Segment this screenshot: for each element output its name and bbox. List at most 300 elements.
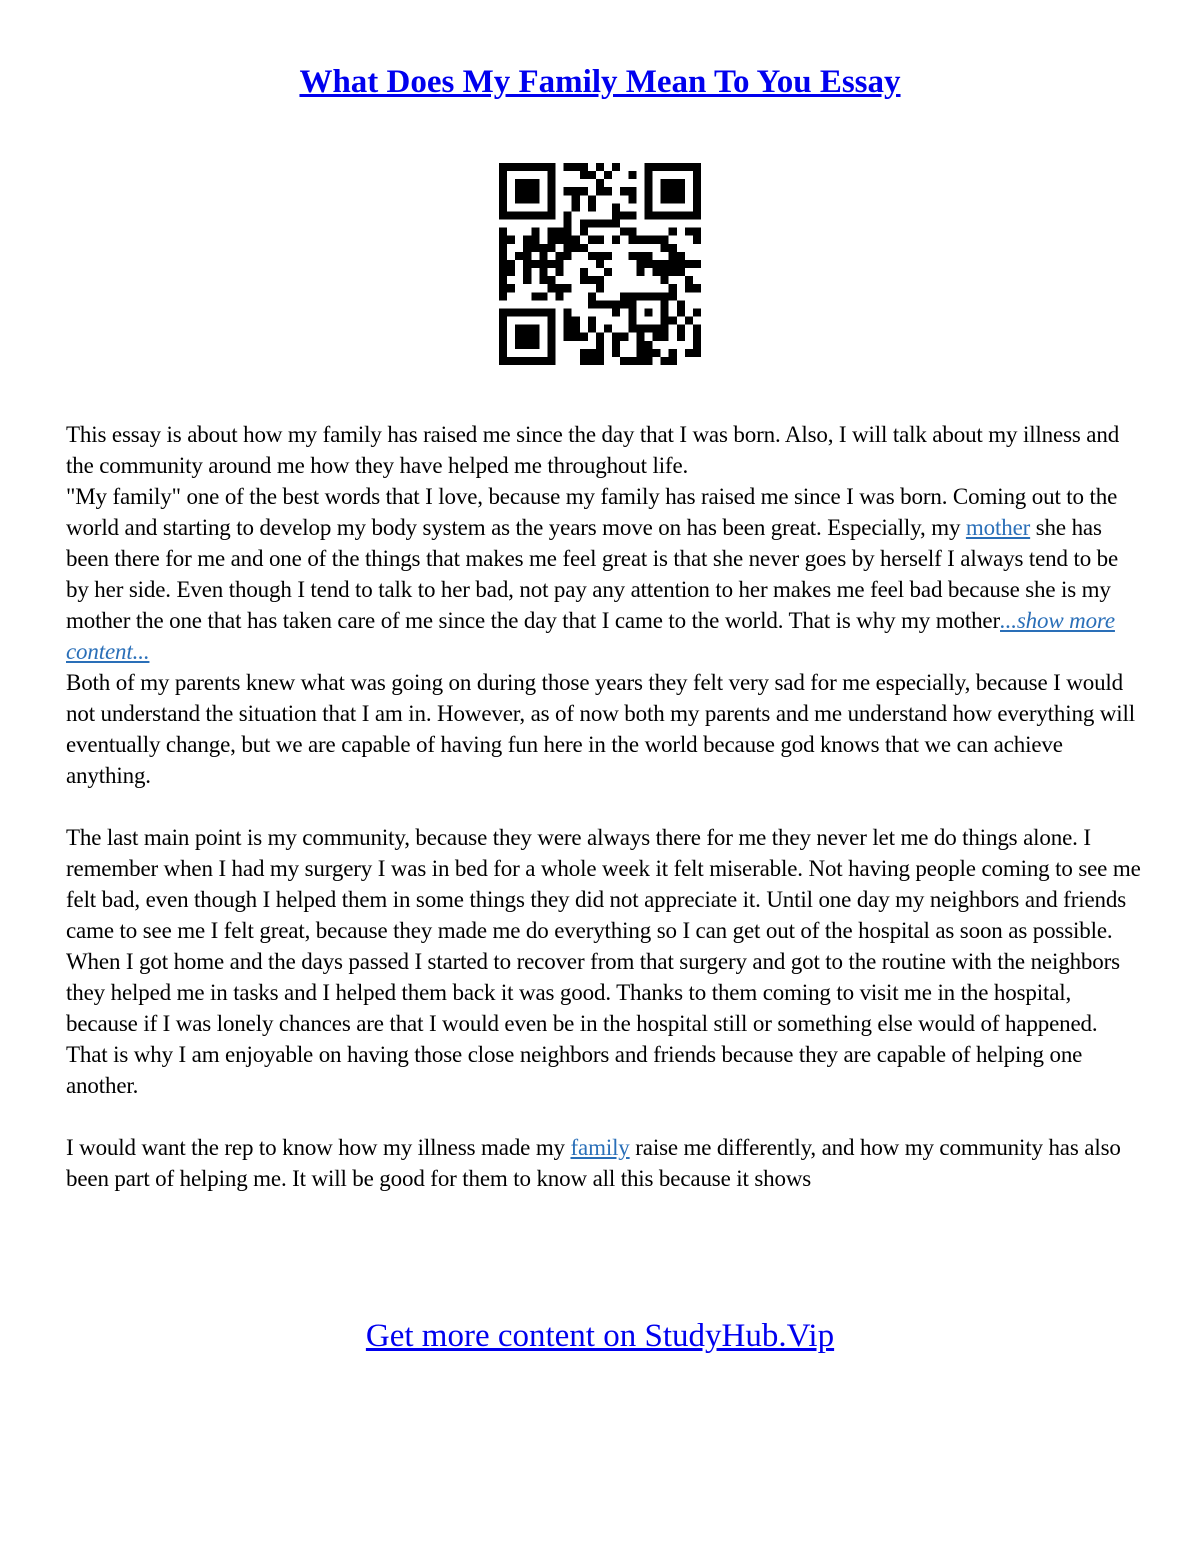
qr-module <box>564 163 572 171</box>
qr-module <box>580 244 588 252</box>
qr-module <box>596 252 604 260</box>
qr-module <box>644 163 652 171</box>
qr-module <box>523 260 531 268</box>
qr-module <box>515 308 523 316</box>
qr-module <box>596 163 604 171</box>
qr-module <box>693 163 701 171</box>
qr-module <box>644 292 652 300</box>
qr-module <box>661 163 669 171</box>
qr-module <box>580 171 588 179</box>
qr-module <box>515 195 523 203</box>
qr-module <box>531 195 539 203</box>
qr-module <box>669 228 677 236</box>
qr-module <box>572 325 580 333</box>
qr-module <box>661 333 669 341</box>
qr-module <box>596 284 604 292</box>
qr-module <box>499 179 507 187</box>
qr-module <box>669 252 677 260</box>
qr-module <box>612 349 620 357</box>
qr-module <box>628 292 636 300</box>
qr-module <box>677 163 685 171</box>
paragraph-family <box>66 481 1141 667</box>
qr-module <box>547 203 555 211</box>
qr-module <box>596 187 604 195</box>
qr-module <box>539 292 547 300</box>
qr-code-icon <box>499 163 701 365</box>
qr-module <box>661 211 669 219</box>
qr-module <box>564 220 572 228</box>
qr-module <box>693 179 701 187</box>
qr-module <box>499 211 507 219</box>
qr-module <box>507 163 515 171</box>
mother-link[interactable]: mother <box>965 515 1031 540</box>
qr-module <box>572 203 580 211</box>
qr-module <box>523 187 531 195</box>
qr-module <box>653 333 661 341</box>
qr-module <box>580 228 588 236</box>
qr-module <box>636 341 644 349</box>
qr-module <box>596 357 604 365</box>
qr-module <box>539 357 547 365</box>
qr-module <box>539 211 547 219</box>
qr-module <box>523 252 531 260</box>
qr-module <box>499 276 507 284</box>
qr-module <box>523 179 531 187</box>
paragraph-community: The last main point is my community, because they were always there for me they never let me do things alone. I remember when I had my surgery I was in bed for a whole week it felt miserable. Not having people coming to see me felt bad, even though I helped them in some things they did not appreciate it. Until one day my neighbors and friends came to see me I felt great, because they made me do everything so I can get out of the hospital as soon as possible. When I got home and the days passed I started to recover from that surgery and got to the routine with the neighbors they helped me in tasks and I helped them back it was good. Thanks to them coming to visit me in the hospital, because if I was lonely chances are that I would even be in the hospital still or something else would of happened. That is why I am enjoyable on having those close neighbors and friends because they are capable of helping one another. <box>66 825 1141 1098</box>
qr-module <box>515 179 523 187</box>
qr-module <box>523 333 531 341</box>
qr-module <box>588 252 596 260</box>
qr-module <box>564 325 572 333</box>
qr-module <box>499 292 507 300</box>
qr-module <box>661 195 669 203</box>
qr-module <box>669 317 677 325</box>
qr-module <box>572 244 580 252</box>
qr-module <box>661 187 669 195</box>
qr-module <box>596 341 604 349</box>
qr-module <box>556 268 564 276</box>
qr-module <box>523 357 531 365</box>
qr-module <box>644 236 652 244</box>
qr-module <box>588 276 596 284</box>
qr-module <box>604 220 612 228</box>
qr-module <box>499 236 507 244</box>
qr-module <box>661 292 669 300</box>
qr-module <box>515 325 523 333</box>
qr-module <box>669 349 677 357</box>
paragraph-text: raise me differently, and how my community has also been part of helping me. It will be good for them to know all this because it shows <box>66 1135 1121 1191</box>
qr-module <box>564 308 572 316</box>
qr-module <box>547 228 555 236</box>
qr-module <box>628 317 636 325</box>
qr-module <box>620 292 628 300</box>
qr-module <box>572 333 580 341</box>
qr-module <box>588 317 596 325</box>
qr-module <box>685 349 693 357</box>
qr-module <box>596 220 604 228</box>
qr-module <box>515 252 523 260</box>
qr-module <box>612 341 620 349</box>
qr-module <box>669 268 677 276</box>
qr-module <box>588 300 596 308</box>
qr-module <box>588 220 596 228</box>
qr-module <box>556 228 564 236</box>
family-link[interactable]: family <box>570 1135 630 1160</box>
qr-module <box>580 357 588 365</box>
qr-module <box>539 308 547 316</box>
qr-module <box>693 187 701 195</box>
qr-module <box>636 325 644 333</box>
qr-module <box>547 349 555 357</box>
qr-module <box>612 203 620 211</box>
qr-module <box>523 341 531 349</box>
qr-module <box>539 268 547 276</box>
qr-module <box>539 276 547 284</box>
qr-module <box>531 308 539 316</box>
qr-module <box>499 260 507 268</box>
paragraph-parents: Both of my parents knew what was going on during those years they felt very sad for me especially, because I would not understand the situation that I am in. However, as of now both my parents and me understand how everything will eventually change, but we are capable of having fun here in the world because god knows that we can achieve anything. <box>66 670 1135 788</box>
qr-module <box>693 341 701 349</box>
qr-module <box>693 349 701 357</box>
qr-module <box>604 325 612 333</box>
qr-module <box>612 163 620 171</box>
qr-module <box>661 244 669 252</box>
qr-module <box>507 284 515 292</box>
qr-module <box>604 268 612 276</box>
qr-module <box>547 260 555 268</box>
qr-module <box>677 308 685 316</box>
qr-module <box>515 211 523 219</box>
qr-module <box>669 187 677 195</box>
qr-module <box>547 341 555 349</box>
qr-module <box>653 260 661 268</box>
qr-module <box>661 268 669 276</box>
qr-module <box>564 236 572 244</box>
qr-module <box>580 163 588 171</box>
qr-module <box>596 300 604 308</box>
qr-module <box>628 211 636 219</box>
qr-module <box>628 236 636 244</box>
qr-module <box>669 195 677 203</box>
qr-module <box>628 228 636 236</box>
qr-module <box>531 228 539 236</box>
qr-module <box>693 284 701 292</box>
qr-module <box>669 260 677 268</box>
qr-module <box>547 211 555 219</box>
qr-module <box>620 300 628 308</box>
qr-module <box>644 325 652 333</box>
qr-module <box>628 325 636 333</box>
qr-module <box>644 357 652 365</box>
paragraph-conclusion <box>66 1132 1141 1194</box>
qr-module <box>653 268 661 276</box>
qr-module <box>693 203 701 211</box>
qr-module <box>499 203 507 211</box>
qr-module <box>677 195 685 203</box>
qr-module <box>693 260 701 268</box>
qr-module <box>661 325 669 333</box>
qr-module <box>588 349 596 357</box>
qr-module <box>661 300 669 308</box>
qr-module <box>636 357 644 365</box>
qr-module <box>523 308 531 316</box>
qr-module <box>564 252 572 260</box>
qr-module <box>685 163 693 171</box>
qr-module <box>588 292 596 300</box>
qr-module <box>661 260 669 268</box>
qr-module <box>677 179 685 187</box>
qr-module <box>677 333 685 341</box>
qr-module <box>636 260 644 268</box>
qr-module <box>661 308 669 316</box>
qr-module <box>531 187 539 195</box>
qr-module <box>685 211 693 219</box>
qr-module <box>588 195 596 203</box>
qr-module <box>669 284 677 292</box>
paragraph-gap <box>66 1101 1141 1132</box>
qr-module <box>644 260 652 268</box>
essay-body <box>66 419 1141 1194</box>
qr-module <box>588 325 596 333</box>
qr-module <box>644 195 652 203</box>
qr-module <box>636 349 644 357</box>
qr-module <box>653 292 661 300</box>
qr-module <box>547 236 555 244</box>
qr-module <box>588 203 596 211</box>
qr-module <box>564 211 572 219</box>
qr-module <box>547 195 555 203</box>
qr-module <box>693 333 701 341</box>
qr-module <box>636 252 644 260</box>
qr-module <box>499 244 507 252</box>
studyhub-link[interactable]: Get more content on StudyHub.Vip <box>365 1318 835 1354</box>
qr-module <box>572 187 580 195</box>
qr-module <box>547 317 555 325</box>
qr-module <box>564 333 572 341</box>
qr-module <box>515 341 523 349</box>
qr-module <box>499 325 507 333</box>
qr-module <box>531 357 539 365</box>
qr-module <box>507 211 515 219</box>
qr-module <box>564 317 572 325</box>
qr-module <box>507 260 515 268</box>
qr-module <box>644 187 652 195</box>
qr-module <box>580 276 588 284</box>
qr-module <box>693 171 701 179</box>
qr-module <box>653 349 661 357</box>
paragraph-text: "My family" one of the best words that I love, because my family has raised me since I was born. Coming out to the world and starting to develop my body system as the years move on has been great. Especially, my <box>66 484 1118 540</box>
qr-module <box>523 325 531 333</box>
qr-module <box>580 220 588 228</box>
qr-module <box>515 187 523 195</box>
qr-module <box>628 300 636 308</box>
qr-module <box>547 284 555 292</box>
qr-module <box>628 252 636 260</box>
qr-module <box>556 252 564 260</box>
qr-module <box>531 325 539 333</box>
qr-module <box>556 260 564 268</box>
qr-module <box>693 325 701 333</box>
qr-module <box>604 187 612 195</box>
qr-module <box>596 179 604 187</box>
title-link[interactable]: What Does My Family Mean To You Essay <box>299 64 901 100</box>
qr-module <box>564 244 572 252</box>
qr-module <box>547 244 555 252</box>
qr-module <box>669 244 677 252</box>
qr-module <box>523 268 531 276</box>
qr-module <box>669 292 677 300</box>
qr-module <box>685 228 693 236</box>
qr-module <box>499 268 507 276</box>
qr-module <box>653 236 661 244</box>
qr-module <box>693 195 701 203</box>
qr-module <box>523 211 531 219</box>
qr-module <box>564 228 572 236</box>
qr-module <box>612 308 620 316</box>
qr-module <box>547 187 555 195</box>
qr-module <box>693 308 701 316</box>
qr-module <box>677 260 685 268</box>
qr-module <box>644 171 652 179</box>
qr-module <box>547 171 555 179</box>
qr-module <box>644 211 652 219</box>
qr-module <box>523 236 531 244</box>
qr-module <box>499 357 507 365</box>
qr-module <box>644 179 652 187</box>
qr-module <box>507 236 515 244</box>
qr-module <box>531 211 539 219</box>
qr-module <box>499 171 507 179</box>
qr-module <box>661 236 669 244</box>
qr-module <box>677 211 685 219</box>
qr-module <box>499 349 507 357</box>
qr-module <box>539 244 547 252</box>
qr-module <box>523 163 531 171</box>
qr-module <box>644 349 652 357</box>
qr-module <box>556 236 564 244</box>
qr-module <box>612 211 620 219</box>
qr-module <box>564 187 572 195</box>
qr-module <box>693 228 701 236</box>
qr-module <box>580 333 588 341</box>
qr-module <box>677 252 685 260</box>
qr-module <box>580 187 588 195</box>
qr-module <box>588 236 596 244</box>
qr-module <box>531 260 539 268</box>
qr-module <box>661 179 669 187</box>
qr-module <box>523 195 531 203</box>
qr-module <box>661 317 669 325</box>
qr-module <box>499 228 507 236</box>
qr-module <box>564 284 572 292</box>
qr-module <box>499 195 507 203</box>
qr-module <box>523 276 531 284</box>
qr-module <box>499 308 507 316</box>
qr-module <box>628 171 636 179</box>
qr-module <box>628 357 636 365</box>
qr-module <box>547 308 555 316</box>
qr-module <box>515 163 523 171</box>
qr-module <box>612 220 620 228</box>
qr-module <box>685 260 693 268</box>
qr-module <box>620 333 628 341</box>
qr-module <box>644 341 652 349</box>
qr-module <box>547 163 555 171</box>
qr-module <box>636 292 644 300</box>
qr-module <box>677 300 685 308</box>
qr-module <box>523 244 531 252</box>
qr-module <box>685 284 693 292</box>
qr-module <box>612 236 620 244</box>
qr-module <box>669 211 677 219</box>
qr-module <box>547 333 555 341</box>
qr-module <box>580 268 588 276</box>
qr-module <box>499 317 507 325</box>
paragraph-text: I would want the rep to know how my illness made my <box>66 1135 571 1160</box>
qr-module <box>653 163 661 171</box>
qr-module <box>499 284 507 292</box>
qr-module <box>572 195 580 203</box>
qr-module <box>636 268 644 276</box>
qr-module <box>547 179 555 187</box>
qr-module <box>499 163 507 171</box>
paragraph-intro: This essay is about how my family has raised me since the day that I was born. Also, I will talk about my illness and the community around me how they have helped me throughout life. <box>66 422 1120 478</box>
qr-module <box>515 357 523 365</box>
qr-module <box>636 333 644 341</box>
qr-module <box>507 268 515 276</box>
qr-module <box>539 260 547 268</box>
qr-module <box>628 308 636 316</box>
qr-module <box>507 357 515 365</box>
qr-module <box>588 171 596 179</box>
qr-module <box>677 268 685 276</box>
qr-module <box>499 333 507 341</box>
qr-module <box>572 163 580 171</box>
qr-module <box>515 333 523 341</box>
qr-module <box>620 228 628 236</box>
qr-module <box>539 252 547 260</box>
qr-module <box>507 308 515 316</box>
qr-module <box>677 187 685 195</box>
qr-module <box>596 333 604 341</box>
qr-module <box>669 179 677 187</box>
qr-module <box>693 211 701 219</box>
show-more-link[interactable]: ...show more content... <box>66 608 1115 664</box>
qr-module <box>531 179 539 187</box>
qr-module <box>604 252 612 260</box>
footer <box>0 1318 1200 1355</box>
qr-module <box>547 357 555 365</box>
qr-module <box>531 236 539 244</box>
qr-module <box>636 236 644 244</box>
qr-module <box>531 341 539 349</box>
qr-module <box>644 308 652 316</box>
qr-module <box>677 325 685 333</box>
qr-module <box>531 333 539 341</box>
qr-module <box>572 317 580 325</box>
qr-module <box>588 357 596 365</box>
qr-module <box>620 357 628 365</box>
qr-module <box>499 341 507 349</box>
qr-module <box>539 163 547 171</box>
qr-module <box>612 333 620 341</box>
qr-module <box>685 276 693 284</box>
qr-module <box>653 211 661 219</box>
qr-module <box>628 195 636 203</box>
qr-module <box>531 244 539 252</box>
qr-module <box>661 357 669 365</box>
qr-module <box>693 236 701 244</box>
